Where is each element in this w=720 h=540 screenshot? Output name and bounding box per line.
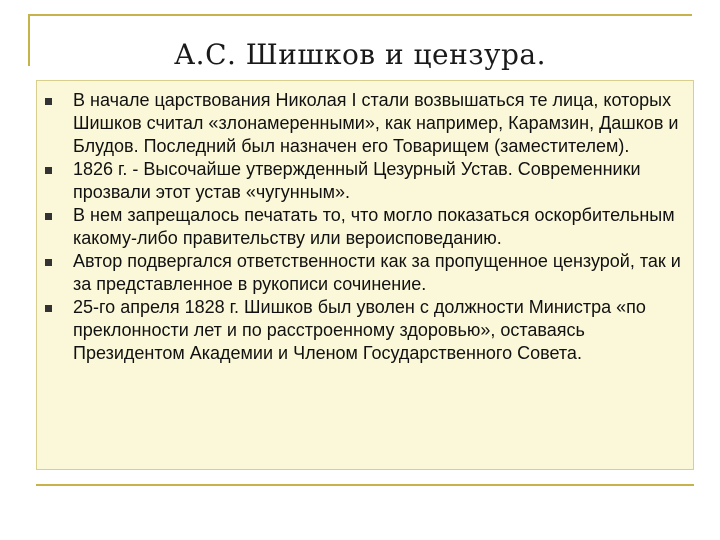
bullet-text: 1826 г. - Высочайше утвержденный Цезурный Устав. Современники прозвали этот устав «чугунным».: [73, 159, 641, 202]
square-bullet-icon: [45, 305, 52, 312]
slide-title: А.С. Шишков и цензура.: [173, 38, 547, 71]
bullet-list: [37, 81, 693, 365]
square-bullet-icon: [45, 213, 52, 220]
top-decorative-rule: [28, 14, 692, 16]
square-bullet-icon: [45, 167, 52, 174]
square-bullet-icon: [45, 98, 52, 105]
bullet-item: [37, 158, 683, 204]
bullet-item: [37, 204, 683, 250]
bullet-text: 25-го апреля 1828 г. Шишков был уволен с должности Министра «по преклонности лет и по расстроенному здоровью», оставаясь Президентом Академии и Членом Государственного Совета.: [73, 297, 646, 363]
bullet-item: [37, 89, 683, 158]
bullet-text: В начале царствования Николая I стали возвышаться те лица, которых Шишков считал «злонамеренными», как например, Карамзин, Дашков и Блудов. Последний был назначен его Товарищем (заместителем).: [73, 90, 679, 156]
bullet-text: Автор подвергался ответственности как за пропущенное цензурой, так и за представленное в рукописи сочинение.: [73, 251, 681, 294]
bullet-text: В нем запрещалось печатать то, что могло показаться оскорбительным какому-либо правительству или вероисповеданию.: [73, 205, 675, 248]
square-bullet-icon: [45, 259, 52, 266]
bottom-decorative-rule: [36, 484, 694, 486]
bullet-item: [37, 250, 683, 296]
content-box: [36, 80, 694, 470]
bullet-item: [37, 296, 683, 365]
